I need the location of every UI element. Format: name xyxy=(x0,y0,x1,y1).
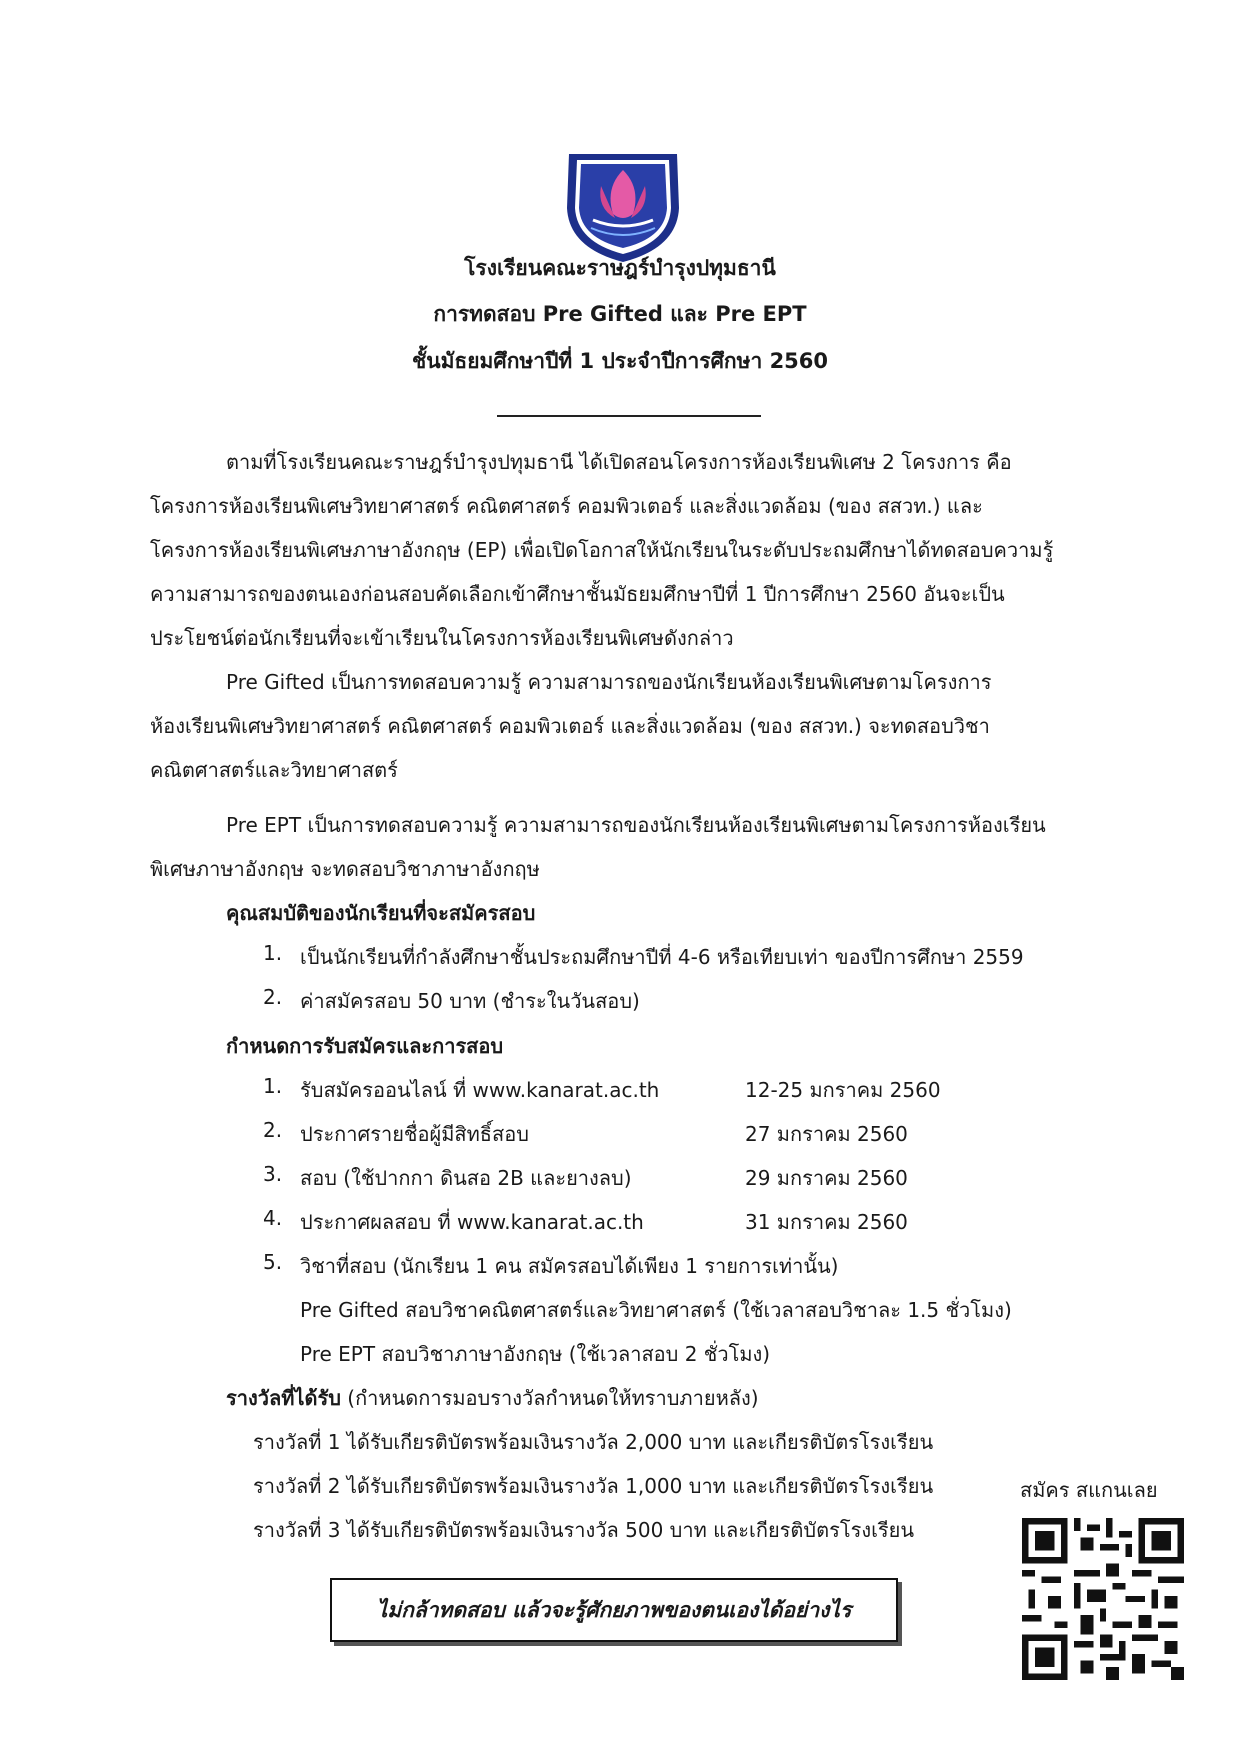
qualification-num: 2. xyxy=(263,985,283,1009)
pre-gifted-paragraph xyxy=(226,666,991,698)
pre-gifted-term: Pre Gifted xyxy=(226,670,325,694)
pre-ept-line1: เป็นการทดสอบความรู้ ความสามารถของนักเรียนห้องเรียนพิเศษตามโครงการห้องเรียน xyxy=(307,813,1046,837)
schedule-num: 1. xyxy=(263,1074,283,1098)
slogan-box: ไม่กล้าทดสอบ แล้วจะรู้ศักยภาพของตนเองได้อย่างไร xyxy=(330,1578,898,1642)
awards-header xyxy=(226,1382,759,1414)
schedule-date: 27 มกราคม 2560 xyxy=(745,1122,908,1146)
schedule-text: รับสมัครออนไลน์ ที่ www.kanarat.ac.th xyxy=(300,1078,660,1102)
schedule-num: 2. xyxy=(263,1118,283,1142)
pre-gifted-line2: ห้องเรียนพิเศษวิทยาศาสตร์ คณิตศาสตร์ คอมพิวเตอร์ และสิ่งแวดล้อม (ของ สสวท.) จะทดสอบวิชา xyxy=(150,714,990,738)
school-name: โรงเรียนคณะราษฎร์บำรุงปทุมธานี xyxy=(464,256,776,280)
school-logo xyxy=(557,148,689,266)
schedule-num: 3. xyxy=(263,1162,283,1186)
schedule-text: สอบ (ใช้ปากกา ดินสอ 2B และยางลบ) xyxy=(300,1166,632,1190)
schedule-text: ประกาศรายชื่อผู้มีสิทธิ์สอบ xyxy=(300,1122,529,1146)
schedule-date: 12-25 มกราคม 2560 xyxy=(745,1078,941,1102)
intro-line: โครงการห้องเรียนพิเศษวิทยาศาสตร์ คณิตศาสตร์ คอมพิวเตอร์ และสิ่งแวดล้อม (ของ สสวท.) และ xyxy=(150,494,983,518)
award-item: รางวัลที่ 1 ได้รับเกียรติบัตรพร้อมเงินรางวัล 2,000 บาท และเกียรติบัตรโรงเรียน xyxy=(253,1430,934,1454)
qualification-text: เป็นนักเรียนที่กำลังศึกษาชั้นประถมศึกษาปีที่ 4-6 หรือเทียบเท่า ของปีการศึกษา 2559 xyxy=(300,945,1024,969)
grade-year: ชั้นมัธยมศึกษาปีที่ 1 ประจำปีการศึกษา 2560 xyxy=(411,349,829,373)
qualification-text: ค่าสมัครสอบ 50 บาท (ชำระในวันสอบ) xyxy=(300,989,640,1013)
intro-line: ตามที่โรงเรียนคณะราษฎร์บำรุงปทุมธานี ได้เปิดสอนโครงการห้องเรียนพิเศษ 2 โครงการ คือ xyxy=(226,450,1012,474)
intro-line: ประโยชน์ต่อนักเรียนที่จะเข้าเรียนในโครงการห้องเรียนพิเศษดังกล่าว xyxy=(150,626,734,650)
schedule-date: 29 มกราคม 2560 xyxy=(745,1166,908,1190)
subject-text: สอบวิชาคณิตศาสตร์และวิทยาศาสตร์ (ใช้เวลาสอบวิชาละ 1.5 ชั่วโมง) xyxy=(405,1298,1012,1322)
award-item: รางวัลที่ 3 ได้รับเกียรติบัตรพร้อมเงินรางวัล 500 บาท และเกียรติบัตรโรงเรียน xyxy=(253,1518,915,1542)
awards-heading: รางวัลที่ได้รับ xyxy=(226,1386,341,1410)
schedule-text: วิชาที่สอบ (นักเรียน 1 คน สมัครสอบได้เพียง 1 รายการเท่านั้น) xyxy=(300,1254,839,1278)
subject-term: Pre EPT xyxy=(300,1342,376,1366)
exam-title: การทดสอบ Pre Gifted และ Pre EPT xyxy=(433,302,807,326)
schedule-text: ประกาศผลสอบ ที่ www.kanarat.ac.th xyxy=(300,1210,644,1234)
pre-ept-line2: พิเศษภาษาอังกฤษ จะทดสอบวิชาภาษาอังกฤษ xyxy=(150,857,540,881)
qr-caption: สมัคร สแกนเลย xyxy=(1020,1478,1158,1502)
pre-gifted-line3: คณิตศาสตร์และวิทยาศาสตร์ xyxy=(150,758,398,782)
schedule-heading: กำหนดการรับสมัครและการสอบ xyxy=(226,1034,504,1058)
qr-code[interactable] xyxy=(1022,1518,1184,1680)
subject-text: สอบวิชาภาษาอังกฤษ (ใช้เวลาสอบ 2 ชั่วโมง) xyxy=(381,1342,771,1366)
intro-line: ความสามารถของตนเองก่อนสอบคัดเลือกเข้าศึกษาชั้นมัธยมศึกษาปีที่ 1 ปีการศึกษา 2560 อันจะเป็น xyxy=(150,582,1005,606)
pre-gifted-line1: เป็นการทดสอบความรู้ ความสามารถของนักเรียนห้องเรียนพิเศษตามโครงการ xyxy=(331,670,992,694)
schedule-num: 5. xyxy=(263,1250,283,1274)
intro-line: โครงการห้องเรียนพิเศษภาษาอังกฤษ (EP) เพื่อเปิดโอกาสให้นักเรียนในระดับประถมศึกษาได้ทดสอบความรู้ xyxy=(150,538,1054,562)
qualifications-heading: คุณสมบัติของนักเรียนที่จะสมัครสอบ xyxy=(226,901,536,925)
schedule-num: 4. xyxy=(263,1206,283,1230)
subject-pre-ept xyxy=(300,1338,770,1370)
pre-ept-paragraph xyxy=(226,809,1046,841)
pre-ept-term: Pre EPT xyxy=(226,813,302,837)
awards-note: (กำหนดการมอบรางวัลกำหนดให้ทราบภายหลัง) xyxy=(347,1386,759,1410)
title-divider xyxy=(497,415,761,417)
award-item: รางวัลที่ 2 ได้รับเกียรติบัตรพร้อมเงินรางวัล 1,000 บาท และเกียรติบัตรโรงเรียน xyxy=(253,1474,934,1498)
subject-term: Pre Gifted xyxy=(300,1298,399,1322)
schedule-date: 31 มกราคม 2560 xyxy=(745,1210,908,1234)
subject-pre-gifted xyxy=(300,1294,1012,1326)
qualification-num: 1. xyxy=(263,941,283,965)
